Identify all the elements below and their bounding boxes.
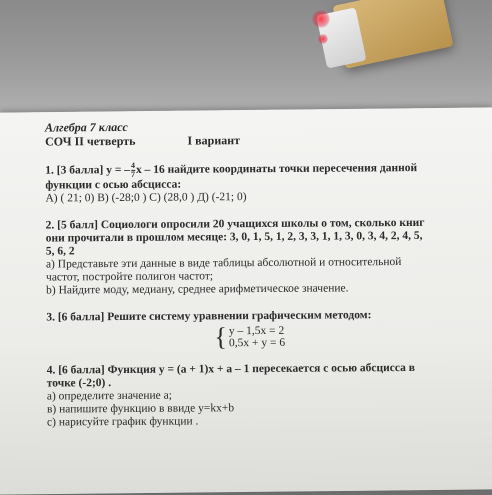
red-light-spot-small: [318, 34, 328, 44]
equation-lines: [229, 325, 285, 349]
equation-2: 0,5x + y = 6: [228, 336, 286, 350]
task-3: [46, 308, 476, 350]
header-row: [45, 133, 475, 149]
task-2-a-line1: а) Представьте эти данные в виде таблицы абсолютной и относительной: [45, 256, 402, 271]
task-1-title: [45, 160, 475, 180]
variant-label: I вариант: [187, 133, 241, 148]
task-2: [46, 217, 477, 298]
equation-1: y – 1,5x = 2: [228, 324, 285, 338]
fraction-numerator: 4: [130, 160, 135, 170]
task-2-b: b) Найдите моду, медиану, среднее арифметическое значение.: [46, 282, 349, 297]
task-4-line2: точке (-2;0) .: [46, 377, 112, 390]
task-1-suffix: x – 16 найдите координаты точки пересечения данной: [135, 162, 418, 177]
task-1: [45, 160, 475, 206]
subject-title: Алгебра 7 класс: [44, 119, 128, 135]
fraction-denominator: 7: [130, 169, 136, 179]
task-4-a: а) определите значение а;: [46, 389, 172, 403]
task-2-line2: они прочитали в прошлом месяце: 3, 0, 1, 5, 1, 2, 3, 3, 1, 1, 3, 0, 3, 4, 2, 4, 5,: [45, 229, 423, 245]
task-4-line1: 4. [6 балла] Функция y = (a + 1)x + a – 1 пересекается с осью абсцисса в: [46, 361, 415, 377]
red-light-spot: [312, 10, 330, 28]
task-2-a-line2: частот, постройте полигон частот;: [45, 270, 214, 284]
equation-system: [214, 322, 476, 352]
fraction: [131, 162, 135, 179]
task-4: [47, 361, 477, 429]
task-4-b: в) напишите функцию в ввиде y=kx+b: [46, 402, 235, 416]
task-1-options: А) ( 21; 0) В) (-28;0 ) С) (28,0 ) Д) (-21; 0): [45, 191, 247, 205]
task-2-line1: 2. [5 балл] Социологи опросили 20 учащихся школы о том, сколько книг: [45, 216, 425, 232]
quarter-label: СОЧ II четверть: [45, 133, 136, 149]
task-3-title: 3. [6 балла] Решите систему уравнении графическим методом:: [46, 309, 372, 324]
task-1-line2: функции с осью абсцисса:: [45, 178, 182, 192]
exam-content: [45, 119, 477, 430]
task-1-prefix: 1. [3 балла] y = –: [45, 164, 131, 177]
brace-symbol: {: [214, 322, 228, 352]
task-4-c: с) нарисуйте график функции .: [46, 415, 199, 429]
task-2-line3: 5, 6, 2: [45, 245, 75, 258]
